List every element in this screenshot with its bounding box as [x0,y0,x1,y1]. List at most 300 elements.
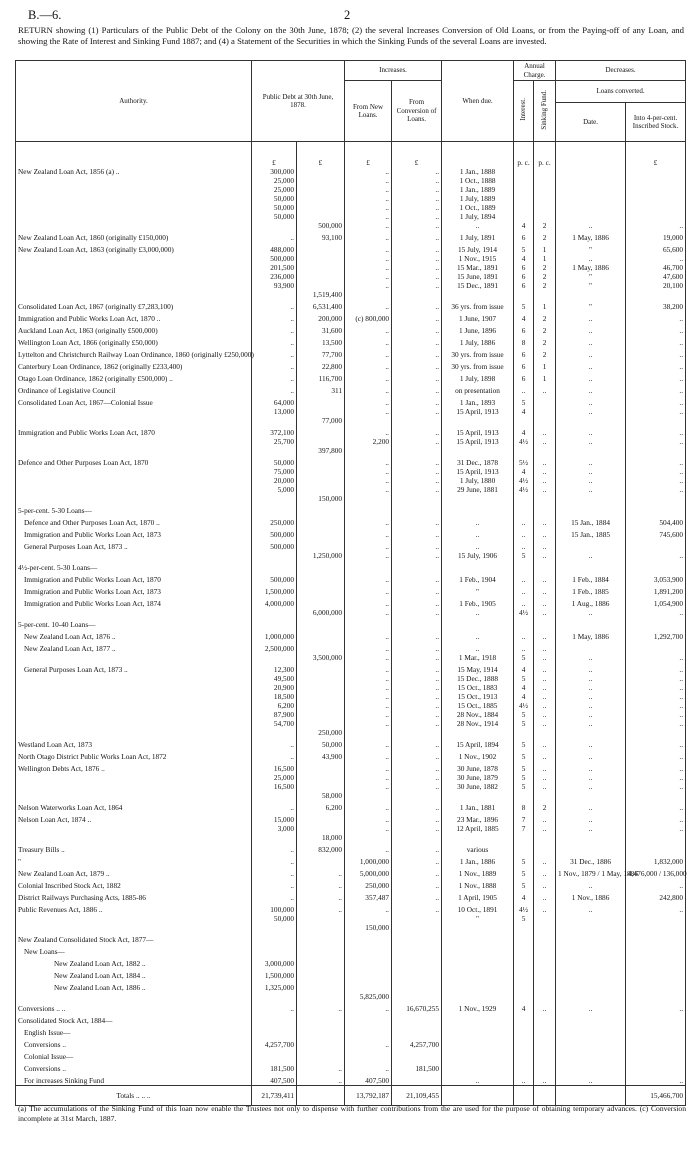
table-cell: .. [534,437,556,446]
table-cell [392,446,442,455]
table-cell: .. [626,437,686,446]
table-cell: .. [392,323,442,335]
table-cell [626,203,686,212]
table-cell: .. [626,425,686,437]
table-row [16,584,686,596]
table-cell: 1 Jan., 1886 [442,854,514,866]
table-cell [534,407,556,416]
table-row [16,176,686,185]
table-cell [345,617,392,629]
table-cell [534,956,556,968]
table-cell: 5 [514,914,534,923]
table-cell: .. [556,692,626,701]
table-cell [297,719,345,728]
table-cell: New Zealand Loan Act, 1877 .. [16,641,252,653]
table-cell [252,416,297,425]
table-cell [556,167,626,176]
table-cell: Defence and Other Purposes Loan Act, 1870 .. [16,515,252,527]
table-cell [16,719,252,728]
table-cell: .. [297,890,345,902]
table-cell: .. [345,254,392,263]
table-cell: Canterbury Loan Ordinance, 1862 (originally £233,400) [16,359,252,371]
table-cell: 4 [514,311,534,323]
table-cell: .. [345,782,392,791]
table-cell: .. [345,299,392,311]
table-cell [297,692,345,701]
table-row [16,812,686,824]
table-cell [626,728,686,737]
table-cell: .. [392,584,442,596]
table-cell: .. [534,824,556,833]
table-cell [392,503,442,515]
table-row [16,782,686,791]
table-cell: .. [345,584,392,596]
table-cell: 4½ [514,485,534,494]
table-cell: 2 [534,221,556,230]
table-cell: 19,000 [626,230,686,242]
table-cell [534,842,556,854]
table-cell [297,437,345,446]
table-cell: .. [392,185,442,194]
col-when-due: When due. [442,61,514,142]
table-cell: 500,000 [252,572,297,584]
table-cell [534,833,556,842]
table-cell [626,194,686,203]
table-row [16,407,686,416]
table-cell [514,842,534,854]
table-cell: 30 June, 1879 [442,773,514,782]
table-cell [16,551,252,560]
table-cell [626,1049,686,1061]
table-cell [297,617,345,629]
table-cell [442,1013,514,1025]
table-cell [297,242,345,254]
table-cell: 1 [534,299,556,311]
table-row [16,914,686,923]
table-cell [252,221,297,230]
table-cell [392,494,442,503]
table-cell: " [442,914,514,923]
table-row [16,299,686,311]
table-cell [16,782,252,791]
unit-label: p. c. [534,142,556,168]
public-debt-table [15,60,686,1106]
table-cell: .. [345,455,392,467]
table-cell: .. [297,902,345,914]
col-decreases: Decreases. [556,61,686,81]
table-cell: .. [534,674,556,683]
table-cell [297,476,345,485]
table-cell: .. [392,683,442,692]
table-cell: .. [626,749,686,761]
table-cell: .. [556,221,626,230]
table-cell: 3,000 [252,824,297,833]
table-cell: New Zealand Consolidated Stock Act, 1877— [16,932,252,944]
table-cell: 47,600 [626,272,686,281]
table-cell: .. [626,800,686,812]
table-cell: 372,100 [252,425,297,437]
table-cell: .. [345,719,392,728]
table-cell [392,992,442,1001]
table-cell: 250,000 [345,878,392,890]
table-cell: .. [345,203,392,212]
table-cell: 1 Nov., 1902 [442,749,514,761]
table-cell [297,203,345,212]
table-cell: 1 July, 1886 [442,335,514,347]
table-cell: .. [345,683,392,692]
col-sinking-fund: Sinking Fund. [540,89,549,130]
table-cell: .. [392,167,442,176]
table-cell: .. [252,371,297,383]
table-cell: .. [556,773,626,782]
table-cell [16,272,252,281]
table-cell [556,290,626,299]
table-cell: 397,800 [297,446,345,455]
table-cell: .. [534,737,556,749]
table-cell: 1 Oct., 1889 [442,203,514,212]
table-cell: 30 yrs. from issue [442,347,514,359]
table-cell: 77,700 [297,347,345,359]
table-cell: 30 June, 1882 [442,782,514,791]
table-cell [16,494,252,503]
table-cell [252,992,297,1001]
table-row [16,446,686,455]
table-cell: .. [252,866,297,878]
table-cell [345,1049,392,1061]
table-row [16,476,686,485]
table-cell: 15 May, 1914 [442,662,514,674]
table-cell: Conversions .. [16,1061,252,1073]
table-cell [534,503,556,515]
table-cell [392,1073,442,1086]
table-cell [514,944,534,956]
table-cell: 50,000 [252,203,297,212]
table-cell: 6,531,400 [297,299,345,311]
table-cell: .. [534,527,556,539]
table-row [16,395,686,407]
table-cell: .. [345,641,392,653]
table-cell [16,914,252,923]
table-cell: .. [556,407,626,416]
table-cell: Nelson Loan Act, 1874 .. [16,812,252,824]
table-cell [16,773,252,782]
table-cell [556,212,626,221]
table-cell: 2 [534,272,556,281]
table-row [16,629,686,641]
table-cell [514,194,534,203]
table-cell [534,923,556,932]
table-cell: 50,000 [252,914,297,923]
table-cell [16,290,252,299]
table-row [16,890,686,902]
table-cell: various [442,842,514,854]
table-cell [297,503,345,515]
table-cell: 4,476,000 / 136,000 [626,866,686,878]
table-cell: .. [626,773,686,782]
table-cell [252,446,297,455]
table-cell [626,1061,686,1073]
table-cell: 93,100 [297,230,345,242]
table-cell: Consolidated Loan Act, 1867—Colonial Issue [16,395,252,407]
table-cell: .. [556,824,626,833]
table-row [16,1001,686,1013]
table-cell: 28 Nov., 1884 [442,710,514,719]
table-cell: 1 Jan., 1893 [442,395,514,407]
table-cell [534,416,556,425]
table-cell [16,407,252,416]
table-cell [626,167,686,176]
table-row [16,956,686,968]
table-cell [16,263,252,272]
table-cell: .. [556,551,626,560]
table-cell [442,494,514,503]
table-cell: .. [345,1001,392,1013]
table-cell: 4,257,700 [392,1037,442,1049]
table-cell: 1 Nov., 1889 [442,866,514,878]
table-cell: (c) 800,000 [345,311,392,323]
table-cell [392,791,442,800]
table-cell: 1 April, 1905 [442,890,514,902]
col-interest: Interest. [519,98,528,122]
table-cell: .. [345,761,392,773]
table-cell [442,290,514,299]
table-cell: New Zealand Loan Act, 1860 (originally £150,000) [16,230,252,242]
table-cell: Conversions .. .. [16,1001,252,1013]
table-cell: 5,825,000 [345,992,392,1001]
table-cell [252,728,297,737]
table-row [16,347,686,359]
table-cell: 15 Jan., 1884 [556,515,626,527]
table-cell: .. [345,737,392,749]
table-cell: 1 July, 1880 [442,476,514,485]
table-cell: .. [534,608,556,617]
table-cell [556,185,626,194]
table-cell: .. [556,800,626,812]
table-cell: New Zealand Loan Act, 1863 (originally £3,000,000) [16,242,252,254]
table-cell [626,791,686,800]
table-cell: .. [442,515,514,527]
table-cell: 1,891,200 [626,584,686,596]
table-cell [442,944,514,956]
table-cell [345,416,392,425]
table-cell: 504,400 [626,515,686,527]
table-cell [16,221,252,230]
table-cell: 2 [534,347,556,359]
table-cell [16,653,252,662]
table-cell: .. [514,515,534,527]
table-cell: .. [345,407,392,416]
table-cell [297,425,345,437]
table-cell [252,617,297,629]
table-row [16,932,686,944]
table-cell [442,1025,514,1037]
table-cell: 49,500 [252,674,297,683]
page-number: 2 [344,8,351,22]
table-cell: .. [345,527,392,539]
table-cell: 1 Mar., 1918 [442,653,514,662]
table-cell [297,773,345,782]
table-cell: .. [392,878,442,890]
table-cell: .. [556,662,626,674]
table-cell [297,761,345,773]
table-cell [392,932,442,944]
unit-label: £ [297,142,345,168]
table-cell: 15 Oct., 1883 [442,683,514,692]
table-cell: 1,292,700 [626,629,686,641]
table-cell: 15 July, 1906 [442,551,514,560]
table-cell [297,167,345,176]
table-cell: .. [345,749,392,761]
table-cell: 5 [514,782,534,791]
table-cell [16,710,252,719]
table-cell [556,944,626,956]
table-cell: 16,500 [252,782,297,791]
table-cell [392,728,442,737]
table-cell: 5 [514,749,534,761]
table-cell: 1,500,000 [252,584,297,596]
table-cell [514,494,534,503]
table-cell: 4 [514,890,534,902]
table-cell: .. [534,902,556,914]
table-cell: .. [392,359,442,371]
table-row [16,653,686,662]
table-cell [534,791,556,800]
table-cell: .. [556,335,626,347]
table-cell: .. [252,842,297,854]
table-cell [534,944,556,956]
table-cell: " [556,242,626,254]
table-cell: 15 April, 1913 [442,437,514,446]
table-cell: .. [392,902,442,914]
table-cell [514,503,534,515]
table-cell [534,992,556,1001]
table-cell: .. [392,467,442,476]
table-cell: 4 [514,692,534,701]
table-cell: .. [345,281,392,290]
table-cell: .. [626,719,686,728]
table-cell: 64,000 [252,395,297,407]
table-row [16,323,686,335]
table-cell: .. [514,572,534,584]
table-cell [514,923,534,932]
table-cell: .. [392,371,442,383]
table-cell: 5 [514,866,534,878]
table-cell: .. [392,701,442,710]
table-cell: .. [345,674,392,683]
table-cell [626,1025,686,1037]
table-cell [556,992,626,1001]
table-cell [626,914,686,923]
table-cell [297,1049,345,1061]
table-cell: 15 April, 1894 [442,737,514,749]
table-cell [252,608,297,617]
table-cell: 6 [514,371,534,383]
table-cell [534,560,556,572]
table-cell: .. [534,596,556,608]
table-cell: 15 Dec., 1888 [442,674,514,683]
table-cell [514,185,534,194]
table-cell: .. [392,761,442,773]
table-cell: 1 July, 1891 [442,230,514,242]
table-cell: .. [392,221,442,230]
table-cell: .. [297,1061,345,1073]
table-cell [556,914,626,923]
table-cell: 15 April, 1913 [442,407,514,416]
table-cell: 200,000 [297,311,345,323]
table-row [16,902,686,914]
table-cell: 15 April, 1913 [442,425,514,437]
table-cell [626,446,686,455]
table-cell [345,560,392,572]
table-cell: 6 [514,347,534,359]
table-cell: .. [345,167,392,176]
table-cell: 4 [514,467,534,476]
table-cell: 25,700 [252,437,297,446]
table-cell: 15 April, 1913 [442,467,514,476]
table-cell: .. [626,812,686,824]
table-cell [16,467,252,476]
table-cell [252,1013,297,1025]
table-cell: District Railways Purchasing Acts, 1885-86 [16,890,252,902]
table-cell: .. [556,455,626,467]
table-cell [297,812,345,824]
table-cell [16,437,252,446]
table-cell: .. [556,437,626,446]
table-cell: 1 May, 1886 [556,629,626,641]
table-cell [297,674,345,683]
table-row [16,641,686,653]
table-cell: 12,300 [252,662,297,674]
table-cell: .. [392,203,442,212]
table-cell [16,833,252,842]
table-cell: .. [534,485,556,494]
table-cell: 1,054,900 [626,596,686,608]
table-cell [297,641,345,653]
col-loans-converted: Loans converted. [556,81,686,103]
table-cell [297,914,345,923]
table-cell: .. [556,710,626,719]
table-cell: 407,500 [345,1073,392,1086]
table-cell: 1 Nov., 1888 [442,878,514,890]
table-cell [297,992,345,1001]
table-cell: 1 [534,371,556,383]
table-cell: 1 Feb., 1905 [442,596,514,608]
table-cell [626,641,686,653]
table-cell: .. [626,692,686,701]
table-cell: .. [534,683,556,692]
table-cell [252,1049,297,1061]
table-cell: .. [252,299,297,311]
table-row [16,710,686,719]
table-row [16,230,686,242]
table-cell: .. [556,674,626,683]
table-row [16,728,686,737]
table-cell [16,728,252,737]
table-cell [345,1025,392,1037]
table-cell [442,992,514,1001]
table-cell: 5-per-cent. 5-30 Loans— [16,503,252,515]
table-cell [626,944,686,956]
table-cell: .. [392,719,442,728]
table-cell: 15 Dec., 1891 [442,281,514,290]
table-cell: Treasury Bills .. [16,842,252,854]
table-cell [392,833,442,842]
table-cell [514,728,534,737]
table-cell: 87,900 [252,710,297,719]
table-cell: 5 [514,737,534,749]
table-cell: .. [345,335,392,347]
table-cell: .. [345,596,392,608]
